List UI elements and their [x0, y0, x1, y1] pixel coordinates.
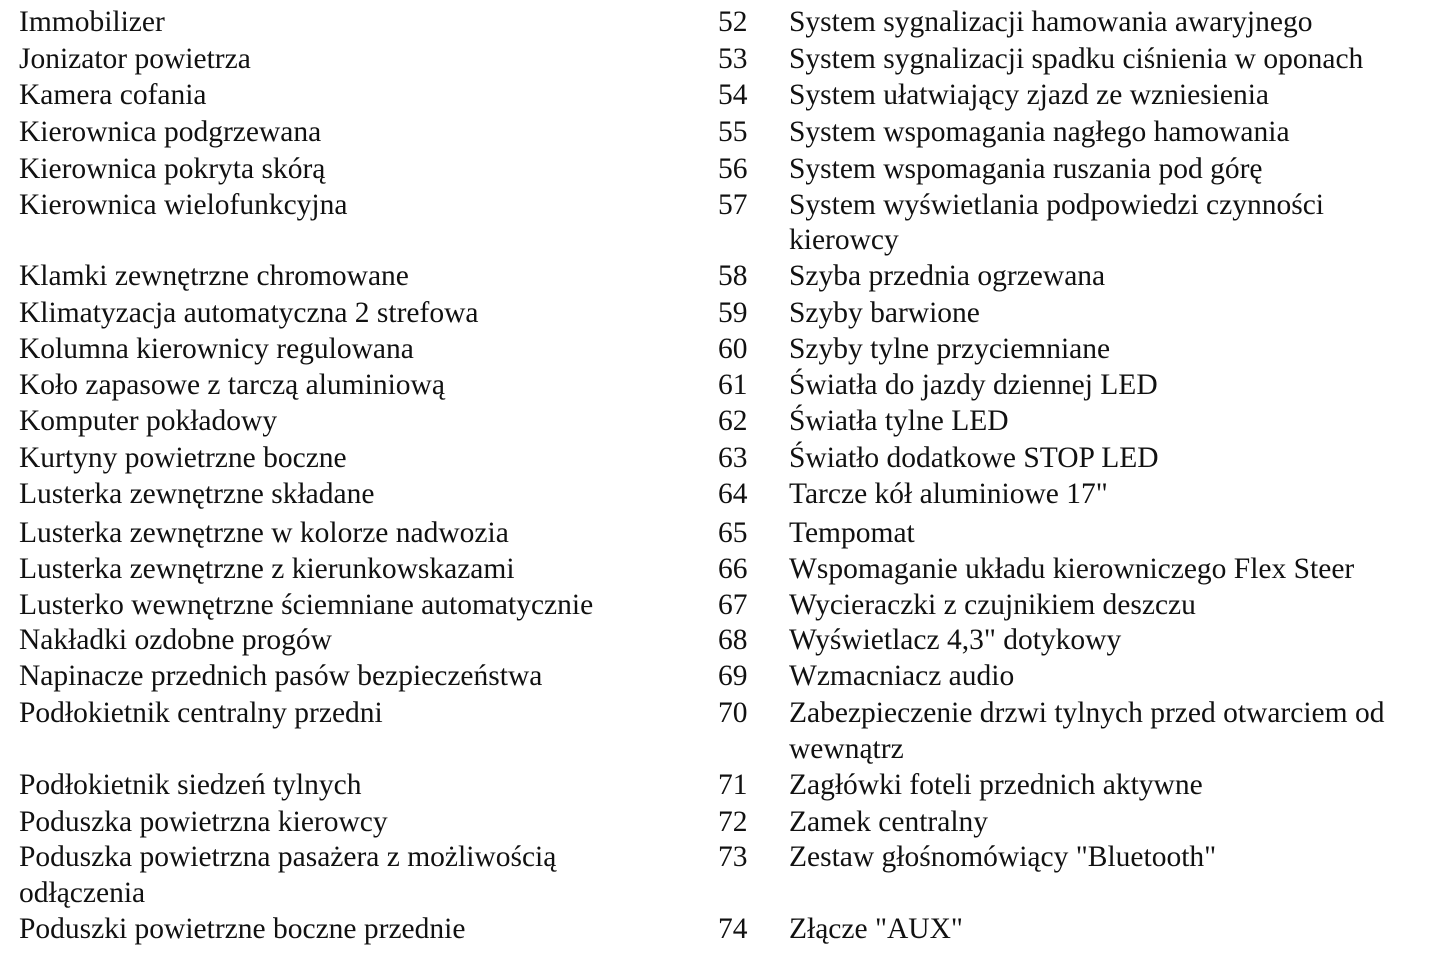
item-name: Lusterka zewnętrzne składane [19, 478, 375, 510]
item-number: 59 [718, 297, 748, 329]
item-name: Komputer pokładowy [19, 405, 278, 437]
item-number: 60 [718, 333, 748, 365]
item-number: 61 [718, 369, 748, 401]
item-name: Wycieraczki z czujnikiem deszczu [789, 589, 1196, 621]
item-name: Tempomat [789, 517, 915, 549]
item-number: 56 [718, 153, 748, 185]
item-number: 72 [718, 806, 748, 838]
item-number: 53 [718, 43, 748, 75]
item-number: 62 [718, 405, 748, 437]
item-name: Złącze "AUX" [789, 913, 963, 945]
item-name: Podłokietnik centralny przedni [19, 697, 383, 729]
item-number: 52 [718, 6, 748, 38]
item-name: Wspomaganie układu kierowniczego Flex Steer [789, 553, 1355, 585]
item-name: Światła tylne LED [789, 405, 1009, 437]
item-name: Światła do jazdy dziennej LED [789, 369, 1158, 401]
item-name: System wyświetlania podpowiedzi czynności [789, 189, 1324, 221]
item-name: Szyby tylne przyciemniane [789, 333, 1111, 365]
item-name: Tarcze kół aluminiowe 17" [789, 478, 1108, 510]
item-name: Lusterko wewnętrzne ściemniane automatycznie [19, 589, 594, 621]
item-number: 58 [718, 260, 748, 292]
item-name: wewnątrz [789, 733, 904, 765]
item-name: Kierownica wielofunkcyjna [19, 189, 348, 221]
item-name: Wzmacniacz audio [789, 660, 1015, 692]
item-name: Klimatyzacja automatyczna 2 strefowa [19, 297, 479, 329]
item-name: Poduszka powietrzna pasażera z możliwością [19, 841, 557, 873]
item-number: 64 [718, 478, 748, 510]
item-number: 67 [718, 589, 748, 621]
item-name: Szyby barwione [789, 297, 980, 329]
item-number: 54 [718, 79, 748, 111]
item-name: Kierownica podgrzewana [19, 116, 322, 148]
item-name: Światło dodatkowe STOP LED [789, 442, 1159, 474]
item-name: Wyświetlacz 4,3" dotykowy [789, 624, 1122, 656]
item-number: 74 [718, 913, 748, 945]
item-name: System sygnalizacji hamowania awaryjnego [789, 6, 1313, 38]
item-name: System wspomagania nagłego hamowania [789, 116, 1290, 148]
item-number: 57 [718, 189, 748, 221]
item-name: Kierownica pokryta skórą [19, 153, 326, 185]
item-name: Lusterka zewnętrzne w kolorze nadwozia [19, 517, 509, 549]
item-number: 55 [718, 116, 748, 148]
item-name: Jonizator powietrza [19, 43, 251, 75]
item-name: Immobilizer [19, 6, 165, 38]
item-name: System ułatwiający zjazd ze wzniesienia [789, 79, 1269, 111]
item-name: System sygnalizacji spadku ciśnienia w oponach [789, 43, 1364, 75]
item-name: Zestaw głośnomówiący "Bluetooth" [789, 841, 1217, 873]
item-name: Kolumna kierownicy regulowana [19, 333, 414, 365]
item-name: Szyba przednia ogrzewana [789, 260, 1106, 292]
item-name: Zamek centralny [789, 806, 989, 838]
item-name: System wspomagania ruszania pod górę [789, 153, 1263, 185]
item-name: Zagłówki foteli przednich aktywne [789, 769, 1203, 801]
item-name: Nakładki ozdobne progów [19, 624, 332, 656]
item-number: 70 [718, 697, 748, 729]
item-name: odłączenia [19, 877, 146, 909]
item-name: kierowcy [789, 224, 899, 256]
item-name: Koło zapasowe z tarczą aluminiową [19, 369, 445, 401]
item-name: Napinacze przednich pasów bezpieczeństwa [19, 660, 543, 692]
item-number: 71 [718, 769, 748, 801]
item-name: Kamera cofania [19, 79, 207, 111]
item-name: Zabezpieczenie drzwi tylnych przed otwarciem od [789, 697, 1385, 729]
item-number: 65 [718, 517, 748, 549]
item-name: Poduszka powietrzna kierowcy [19, 806, 388, 838]
item-number: 63 [718, 442, 748, 474]
item-name: Poduszki powietrzne boczne przednie [19, 913, 466, 945]
item-name: Podłokietnik siedzeń tylnych [19, 769, 362, 801]
item-number: 69 [718, 660, 748, 692]
item-number: 66 [718, 553, 748, 585]
item-name: Klamki zewnętrzne chromowane [19, 260, 409, 292]
item-number: 68 [718, 624, 748, 656]
item-name: Lusterka zewnętrzne z kierunkowskazami [19, 553, 515, 585]
item-name: Kurtyny powietrzne boczne [19, 442, 347, 474]
item-number: 73 [718, 841, 748, 873]
